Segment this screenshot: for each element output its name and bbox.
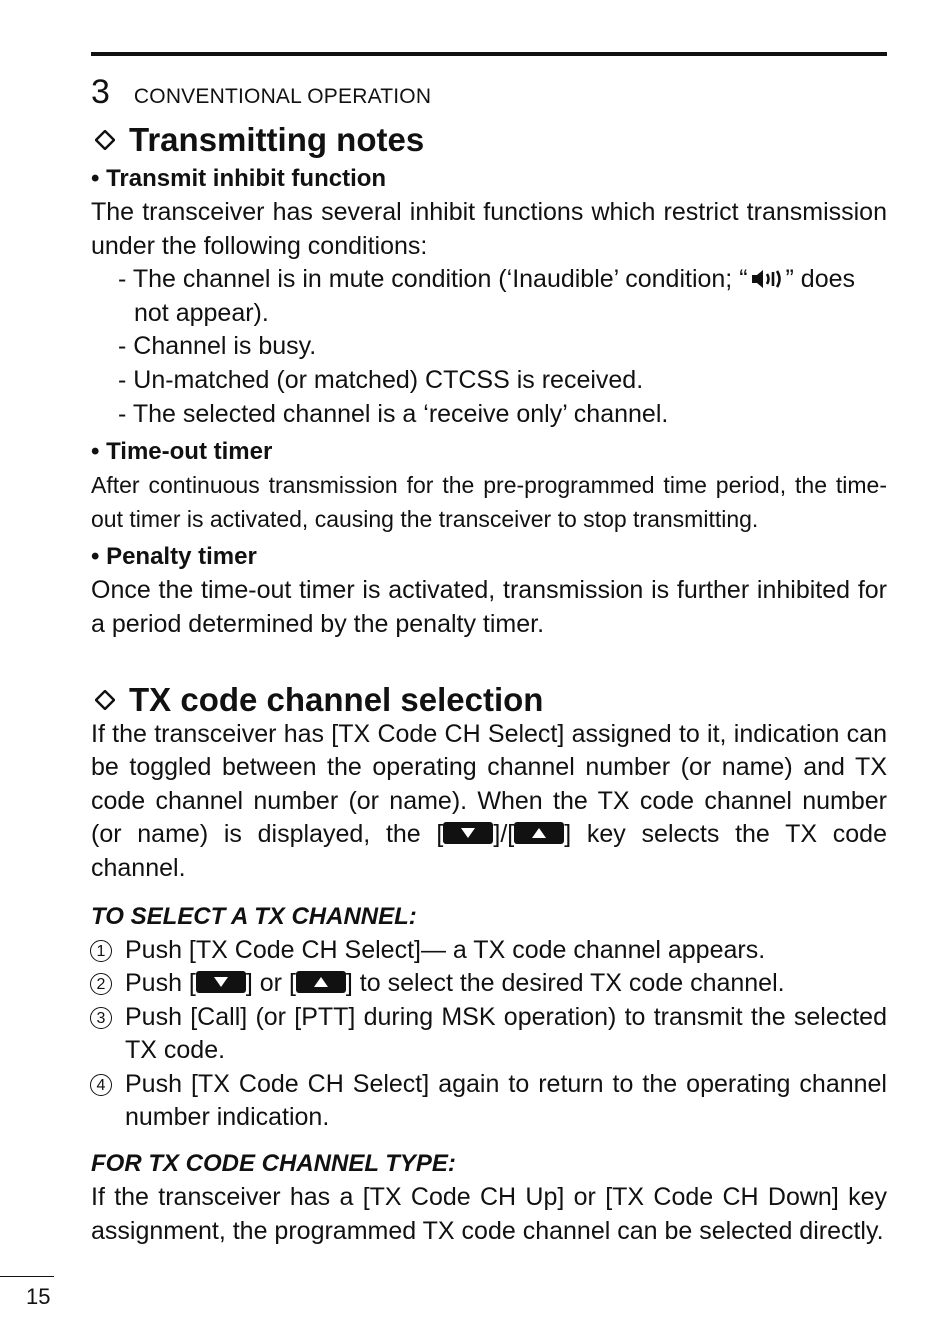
section-heading-transmitting-notes bbox=[91, 118, 887, 162]
top-rule bbox=[91, 52, 887, 56]
list-item: - Un-matched (or matched) CTCSS is received. bbox=[118, 365, 644, 394]
list-item: - The channel is in mute condition (‘Inaudible’ condition; “ ” does not appear). bbox=[118, 265, 856, 327]
up-arrow-key-icon bbox=[296, 971, 346, 993]
heading-to-select-tx-channel: TO SELECT A TX CHANNEL: bbox=[91, 902, 417, 930]
heading-for-tx-code-channel-type: FOR TX CODE CHANNEL TYPE: bbox=[91, 1150, 456, 1178]
down-arrow-key-icon bbox=[443, 822, 493, 844]
step-item: 2 Push [ ] or [ ] to select the desired TX code channel. bbox=[91, 967, 887, 1001]
section-heading-tx-code bbox=[91, 678, 887, 722]
speaker-icon bbox=[750, 267, 784, 291]
tx-code-type-text: If the transceiver has a [TX Code CH Up] or [TX Code CH Down] key assignment, the programmed TX code channel can be selected directly. bbox=[91, 1183, 887, 1245]
chapter-header bbox=[91, 72, 431, 112]
list-item: - The selected channel is a ‘receive only’ channel. bbox=[118, 399, 669, 428]
step-number: 4 bbox=[90, 1074, 112, 1096]
time-out-text: After continuous transmission for the pre-programmed time period, the time-out timer is activated, causing the transceiver to stop transmitting. bbox=[91, 472, 887, 532]
inhibit-intro: The transceiver has several inhibit functions which restrict transmission under the following conditions: bbox=[91, 198, 887, 260]
up-arrow-key-icon bbox=[514, 822, 564, 844]
footer-rule bbox=[0, 1276, 54, 1277]
diamond-icon bbox=[95, 130, 115, 150]
step-number: 2 bbox=[90, 973, 112, 995]
subheading-time-out-timer: • Time-out timer bbox=[91, 438, 273, 466]
down-arrow-key-icon bbox=[196, 971, 246, 993]
penalty-text: Once the time-out timer is activated, transmission is further inhibited for a period determined by the penalty timer. bbox=[91, 576, 887, 638]
step-item: 3 Push [Call] (or [PTT] during MSK operation) to transmit the selected TX code. bbox=[91, 1001, 887, 1068]
chapter-number: 3 bbox=[91, 73, 110, 111]
page-number: 15 bbox=[26, 1284, 51, 1309]
section-title: TX code channel selection bbox=[129, 680, 544, 718]
subheading-penalty-timer: • Penalty timer bbox=[91, 543, 257, 571]
chapter-title: CONVENTIONAL OPERATION bbox=[133, 85, 432, 108]
step-item: 4 Push [TX Code CH Select] again to return to the operating channel number indication. bbox=[91, 1068, 887, 1135]
diamond-icon bbox=[95, 690, 115, 710]
list-item: - Channel is busy. bbox=[118, 332, 317, 361]
step-number: 3 bbox=[90, 1007, 112, 1029]
subheading-transmit-inhibit: • Transmit inhibit function bbox=[91, 165, 387, 192]
tx-code-intro: If the transceiver has [TX Code CH Select] assigned to it, indication can be toggled between the operating channel number (or name) and TX code channel number (or name). When the TX code channel number (or name) is displayed, the [ ]/[ ] key selects the TX code channel. bbox=[91, 719, 887, 882]
step-number: 1 bbox=[90, 940, 112, 962]
step-item: 1 Push [TX Code CH Select]— a TX code channel appears. bbox=[91, 934, 887, 968]
page-content bbox=[91, 118, 887, 1248]
inhibit-conditions-list bbox=[118, 263, 887, 431]
section-title: Transmitting notes bbox=[129, 121, 425, 158]
steps-list bbox=[91, 934, 887, 1136]
